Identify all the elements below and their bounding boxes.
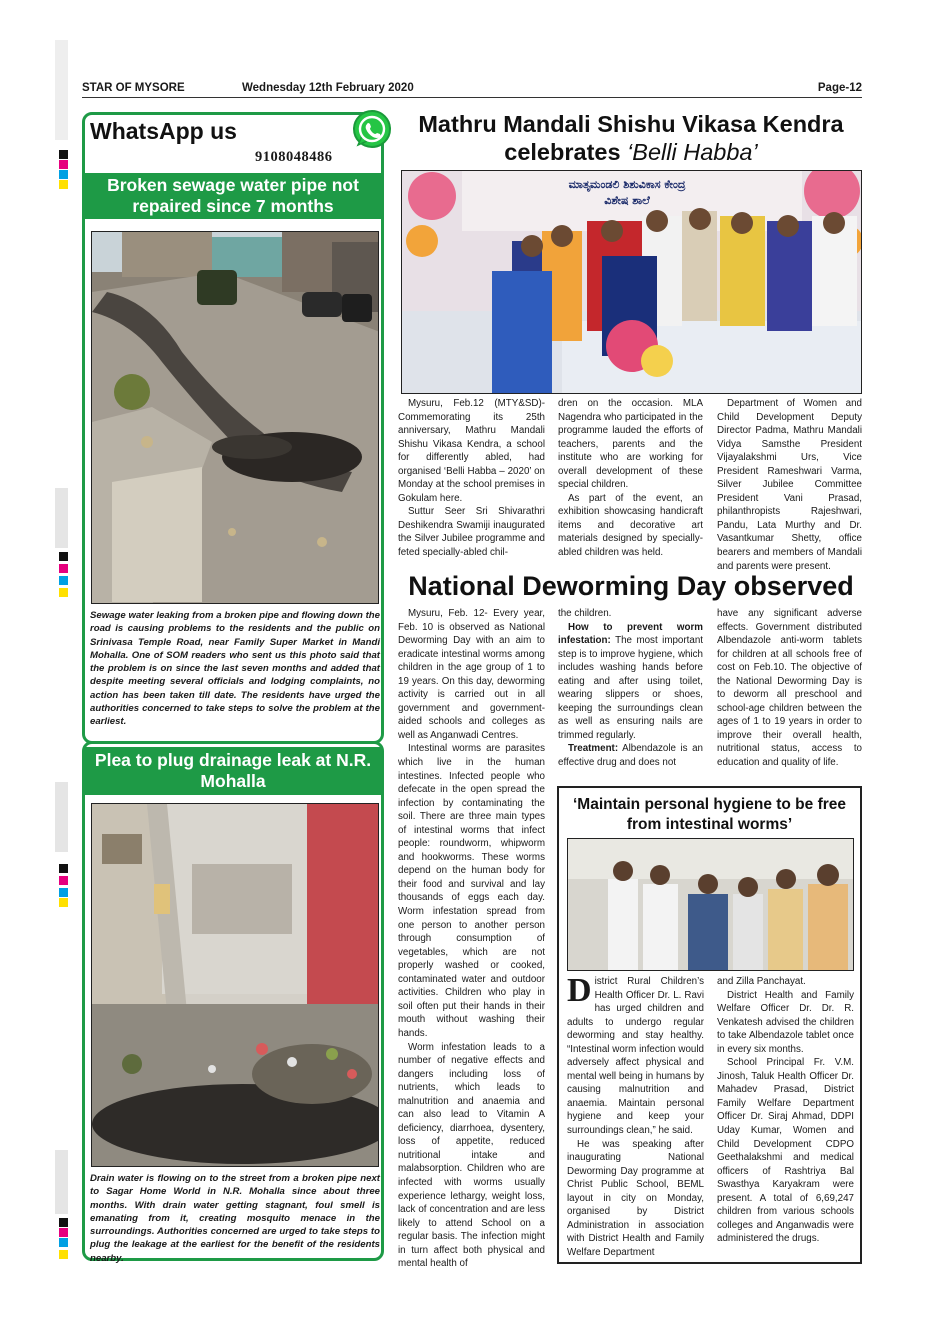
hygiene-col-2: [717, 975, 854, 1246]
left-column: [82, 112, 384, 1262]
whatsapp-number: 9108048486: [255, 149, 333, 165]
paper-name: STAR OF MYSORE: [82, 82, 185, 94]
sewage-panel: [82, 112, 384, 744]
deworm-para: Mysuru, Feb. 12- Every year, Feb. 10 is observed as National Deworming Day with an aim to eradicate intestinal worms among children in the age group of 1 to 19 years. On this day, deworming activity is carried out in all government and government-aided schools and colleges as well as Anganwadi Centres.: [398, 608, 545, 741]
belli-headline-main: Mathru Mandali Shishu Vikasa Kendra celebrates: [418, 111, 844, 165]
hygiene-para: District Health and Family Welfare Officer Dr. Dr. R. Venkatesh advised the children to take Albendazole tablet once in every six months.: [717, 989, 854, 1055]
belli-col-1: [398, 397, 545, 560]
banner-line-2: ವಿಶೇಷ ಶಾಲೆ: [604, 194, 650, 207]
drop-cap: D: [567, 972, 592, 1009]
sewage-headline: Broken sewage water pipe not repaired since 7 months: [85, 173, 381, 219]
deworm-para: How to prevent worm infestation: The most important step is to improve hygiene, which includes washing hands before eating and after using toilet, wearing slippers or shoes, keeping the surroundings clean as well as ensuring nails are trimmed regularly.: [558, 621, 703, 741]
hygiene-col-1: [567, 972, 704, 1259]
belli-para: dren on the occasion. MLA Nagendra who participated in the programme lauded the efforts of teachers, parents and the institute who are working for overall development of these special children.: [558, 398, 703, 491]
deworm-para: the children.: [558, 608, 612, 619]
sewage-caption: Sewage water leaking from a broken pipe and flowing down the road is causing problems to the residents and the public on Srinivasa Temple Road, near Family Super Market in Mandi Mohalla. One of SOM readers who sent us this photo said that the problem is on since the last seven months and added that despite meeting several officials and lodging complaints, no action has been taken till date. The residents have urged the authorities concerned to take steps to solve the problem at the earliest.: [90, 610, 380, 728]
deworm-para: have any significant adverse effects. Government distributed Albendazole anti-worm tablets for children at all schools free of cost on Feb.10. The objective of the National Deworming Day is to deworm all preschool and school-age children between the ages of 1 to 19 years in order to improve their overall health, nutritional status, access to education and quality of life.: [717, 608, 862, 769]
kannada-banner: [497, 177, 757, 209]
belli-para: As part of the event, an exhibition showcasing handicraft items and decorative art materials designed by specially-abled children was held.: [558, 492, 703, 559]
drain-caption: Drain water is flowing on to the street from a broken pipe next to Sagar Home World in N.R. Mohalla since about three months. With drain water getting stagnant, foul smell is emanating from it, creating mosquito menace in the surroundings. Authorities concerned are urged to take steps to plug the leakage at the earliest for the benefit of the residents nearby.: [90, 1173, 380, 1264]
treatment-subhead: Treatment:: [568, 743, 619, 755]
belli-photo: [401, 170, 862, 394]
drain-photo: [91, 803, 379, 1167]
belli-para: Mysuru, Feb.12 (MTY&SD)- Commemorating its 25th anniversary, Mathru Mandali Shishu Vikasa Kendra, a school for differently abled, had organised ‘Belli Habba – 2020’ on Monday at the school premises in Gokulam here.: [398, 398, 545, 504]
drain-headline: Plea to plug drainage leak at N.R. Mohalla: [85, 747, 381, 795]
deworm-col-2: [558, 607, 703, 770]
hygiene-para: istrict Rural Children’s Health Officer Dr. L. Ravi has urged children and adults to undergo regular deworming and stay healthy. “Intestinal worm infection would adversely affect physical and mental well being in humans by causing malnutrition and anaemia. Maintain personal hygiene and keep your surroundings clean,” he said.: [567, 976, 704, 1137]
drain-panel: [82, 741, 384, 1264]
belli-col-2: [558, 397, 703, 560]
hygiene-para: School Principal Fr. V.M. Jinosh, Taluk Health Officer Dr. Mahadev Prasad, District Family Welfare Department Officer Dr. Siraj Ahmad, DDPI Uday Kumar, Women and Child Development CDPO Geethalakshmi and medical officers of Rashtriya Bal Swasthya Karyakram were present. A total of 6,69,247 children from various schools colleges and Anganwadis were administered the drugs.: [717, 1057, 854, 1245]
deworm-para: Worm infestation leads to a number of negative effects and dangers including loss of nutrients, which leads to malnutrition and anaemia and can also lead to Vitamin A deficiency, diarrhoea, dysentery, loss of appetite, reduced nutritional intake and malabsorption. Children who are infected with worms usually experience lethargy, weight loss, lack of concentration and are less likely to attend School on a regular basis. The infection might in turn affect both physical and mental health of: [398, 1041, 545, 1270]
hygiene-photo: [567, 838, 854, 971]
prevent-subhead: How to prevent worm infestation:: [558, 621, 703, 647]
belli-para: Department of Women and Child Development Deputy Director Padma, Mathru Mandali Vidya Samsthe President Vijayalakshmi Urs, Vice President Rameshwari Varma, Silver Jubilee Committee President Vani Prasad, philanthropists Rajeshwari, Pandu, Lata Murthy and Dr. Vasantkumar Shetty, office bearers and members of Mandali and parents were present.: [717, 398, 862, 572]
belli-headline-italic: ‘Belli Habba’: [627, 139, 758, 165]
deworm-para: Intestinal worms are parasites which live in the human intestines. Infected people who defecate in the open spread the infection by contaminating the soil. There are three main types of intestinal worms that infect people: roundworm, whipworm and hookworms. These worms depend on the human body for their food and survival and lay thousands of eggs each day. Worm infestation spread from one person to another person through consumption of vegetables, which are not properly washed or cooked, contaminated water and outdoor activities. Children who play in soil often put their hands in their mouth without washing their hands.: [398, 743, 545, 1039]
page-header: [82, 81, 862, 98]
belli-para: Suttur Seer Sri Shivarathri Deshikendra Swamiji inaugurated the Silver Jubilee programme and feted specially-abled chil-: [398, 506, 545, 559]
hygiene-headline: ‘Maintain personal hygiene to be free from intestinal worms’: [572, 796, 847, 833]
whatsapp-title: WhatsApp us: [90, 118, 237, 144]
belli-headline: [398, 110, 864, 166]
banner-line-1: ಮಾತೃಮಂಡಲಿ ಶಿಶುವಿಕಾಸ ಕೇಂದ್ರ: [568, 178, 686, 191]
issue-date: Wednesday 12th February 2020: [242, 82, 414, 94]
hygiene-para: and Zilla Panchayat.: [717, 976, 806, 987]
hygiene-box: [557, 786, 862, 1264]
hygiene-para: He was speaking after inaugurating National Deworming Day programme at Christ Public School, BEML layout in city on Monday, organised by District Administration in association with District Health and Family Welfare Department: [567, 1138, 704, 1258]
deworm-col-3: [717, 607, 862, 770]
page-number: Page-12: [817, 82, 862, 94]
whatsapp-icon: [351, 109, 393, 151]
deworm-para: Treatment: Albendazole is an effective drug and does not: [558, 743, 703, 769]
deworm-col-1: [398, 607, 545, 1271]
belli-col-3: [717, 397, 862, 573]
sewage-photo: [91, 231, 379, 604]
deworm-headline: National Deworming Day observed: [408, 571, 854, 601]
